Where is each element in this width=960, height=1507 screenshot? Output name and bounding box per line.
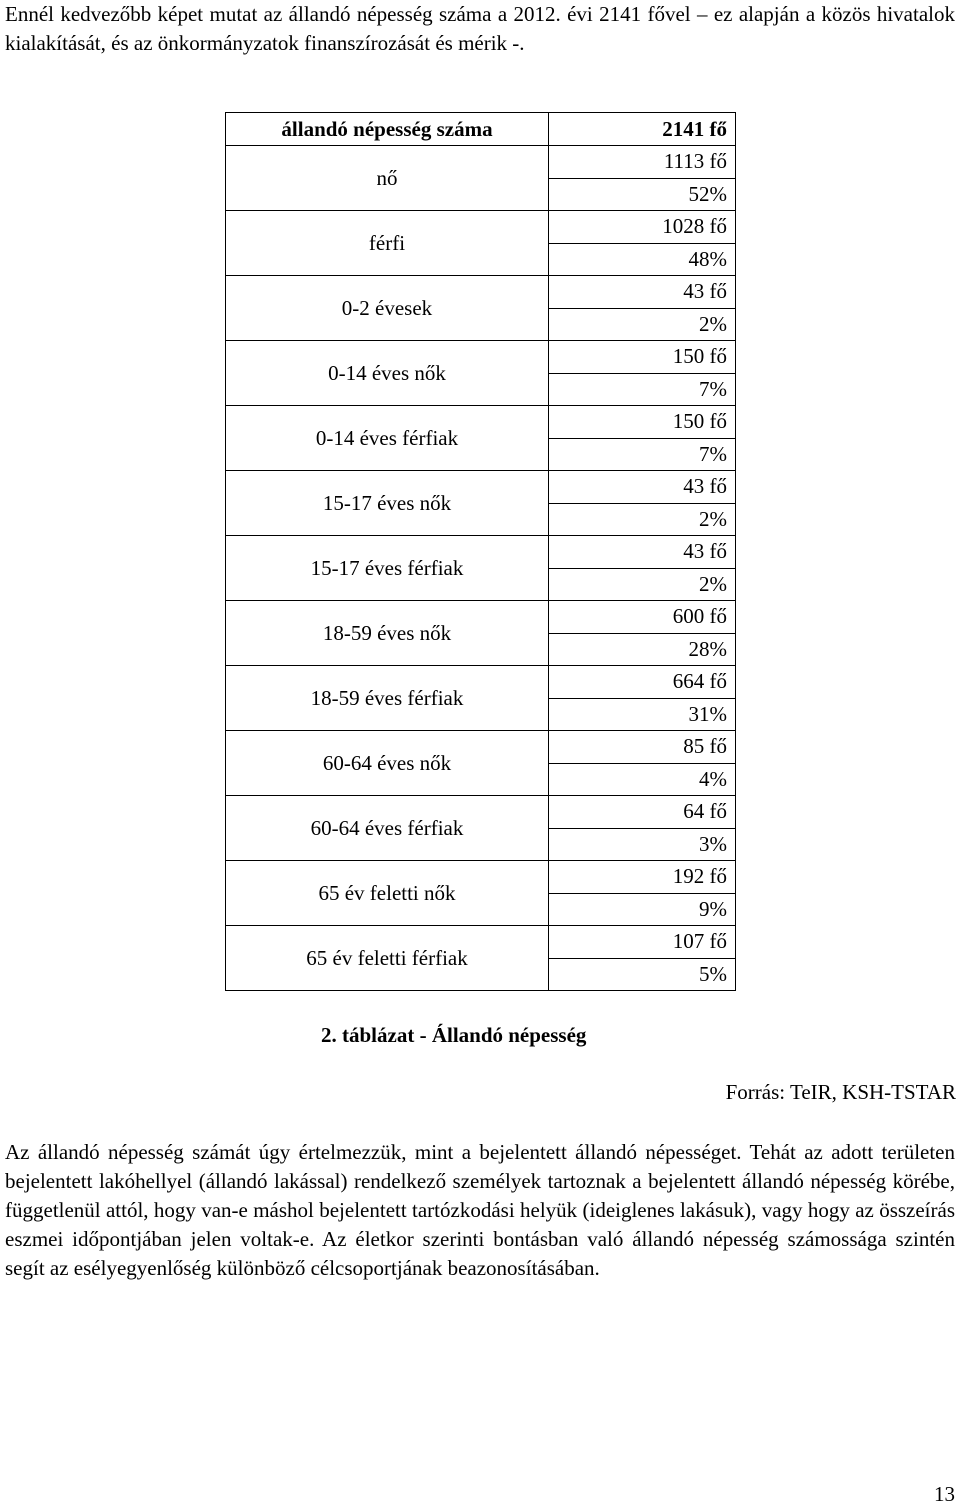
table-header-label: állandó népesség száma — [226, 113, 549, 146]
row-label: 15-17 éves nők — [226, 471, 549, 536]
page-number: 13 — [934, 1482, 955, 1506]
table-row — [226, 471, 736, 504]
row-label: 60-64 éves férfiak — [226, 796, 549, 861]
row-percent: 3% — [549, 828, 736, 861]
table-header-row — [226, 113, 736, 146]
row-count: 192 fő — [549, 861, 736, 894]
table-row — [226, 731, 736, 764]
row-label: nő — [226, 146, 549, 211]
row-percent: 52% — [549, 178, 736, 211]
table-row — [226, 796, 736, 829]
row-count: 107 fő — [549, 926, 736, 959]
row-label: 0-2 évesek — [226, 276, 549, 341]
row-label: férfi — [226, 211, 549, 276]
row-label: 18-59 éves férfiak — [226, 666, 549, 731]
row-percent: 9% — [549, 893, 736, 926]
table-row — [226, 276, 736, 309]
table-header-value: 2141 fő — [549, 113, 736, 146]
row-count: 64 fő — [549, 796, 736, 829]
table-row — [226, 406, 736, 439]
row-percent: 28% — [549, 633, 736, 666]
row-label: 18-59 éves nők — [226, 601, 549, 666]
row-label: 65 év feletti nők — [226, 861, 549, 926]
table-row — [226, 926, 736, 959]
row-percent: 7% — [549, 373, 736, 406]
table-caption: 2. táblázat - Állandó népesség — [321, 1023, 587, 1047]
row-count: 43 fő — [549, 276, 736, 309]
row-label: 0-14 éves férfiak — [226, 406, 549, 471]
population-table — [225, 112, 736, 991]
row-count: 150 fő — [549, 341, 736, 374]
row-percent: 4% — [549, 763, 736, 796]
table-row — [226, 536, 736, 569]
table-row — [226, 861, 736, 894]
row-label: 0-14 éves nők — [226, 341, 549, 406]
row-count: 150 fő — [549, 406, 736, 439]
row-percent: 2% — [549, 503, 736, 536]
row-percent: 2% — [549, 308, 736, 341]
row-percent: 31% — [549, 698, 736, 731]
table-row — [226, 666, 736, 699]
row-count: 600 fő — [549, 601, 736, 634]
row-percent: 7% — [549, 438, 736, 471]
body-paragraph: Az állandó népesség számát úgy értelmezzük, mint a bejelentett állandó népességet. Tehát az adott területen bejelentett lakóhellyel (állandó lakással) rendelkező személyek tartoznak a bejelentett állandó népesség körébe, függetlenül attól, hogy van-e máshol bejelentett tartózkodási helyük (ideiglenes lakásuk), vagy hogy az összeírás eszmei időpontjában jelen voltak-e. Az életkor szerinti bontásban való állandó népesség számossága szintén segít az esélyegyenlőség különböző célcsoportjának beazonosításában. — [5, 1140, 955, 1280]
row-count: 85 fő — [549, 731, 736, 764]
row-count: 43 fő — [549, 536, 736, 569]
row-percent: 48% — [549, 243, 736, 276]
row-percent: 5% — [549, 958, 736, 991]
table-row — [226, 146, 736, 179]
row-count: 664 fő — [549, 666, 736, 699]
row-label: 60-64 éves nők — [226, 731, 549, 796]
row-count: 1028 fő — [549, 211, 736, 244]
table-row — [226, 211, 736, 244]
row-label: 65 év feletti férfiak — [226, 926, 549, 991]
row-count: 43 fő — [549, 471, 736, 504]
intro-paragraph: Ennél kedvezőbb képet mutat az állandó népesség száma a 2012. évi 2141 fővel – ez alapján a közös hivatalok kialakítását, és az önkormányzatok finanszírozását és mérik -. — [5, 2, 955, 55]
table-source: Forrás: TeIR, KSH-TSTAR — [725, 1080, 956, 1104]
row-percent: 2% — [549, 568, 736, 601]
table-row — [226, 341, 736, 374]
row-count: 1113 fő — [549, 146, 736, 179]
row-label: 15-17 éves férfiak — [226, 536, 549, 601]
table-row — [226, 601, 736, 634]
